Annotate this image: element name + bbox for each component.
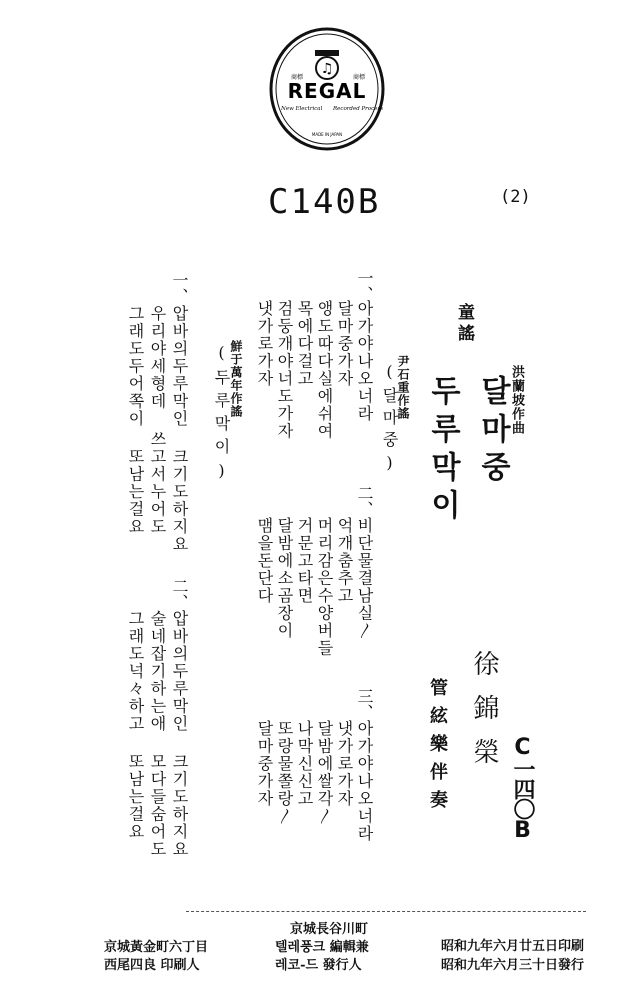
footer-address: 京城長谷川町 xyxy=(290,922,369,937)
svg-text:MADE IN JAPAN: MADE IN JAPAN xyxy=(311,132,343,137)
svg-text:商標: 商標 xyxy=(353,74,366,81)
song2-verse1-line2: 우리야세형데 쓰고서누어도 xyxy=(148,305,167,536)
svg-text:New Electrical: New Electrical xyxy=(281,106,323,112)
title-second: 두루막이 xyxy=(425,375,460,527)
song1-verse3-line1: 아가야나오너라 xyxy=(355,720,374,843)
song1-verse2-line2: 억개춤추고 xyxy=(335,517,354,605)
song2-verse1-line3: 그래도두어쪽이 또남는걸요 xyxy=(126,305,145,536)
song1-verse3-line4: 나막신신고 xyxy=(295,720,314,808)
song2-verse1-number: 一、 xyxy=(170,272,189,304)
song1-verse1-line5: 검둥개야너도가자 xyxy=(275,300,294,440)
song1-verse3-number: 三、 xyxy=(355,688,374,720)
song2-verse1-line1: 압바의두루막인 크기도하지요 xyxy=(170,305,189,553)
song2-verse2-number: 二、 xyxy=(170,578,189,610)
song2-verse2-line1: 압바의두루막인 크기도하지요 xyxy=(170,610,189,858)
side-number: (2) xyxy=(500,187,531,207)
footer-printer-address: 京城黃金町六丁目 xyxy=(104,940,209,955)
footer-company2: 레코-드 發行人 xyxy=(275,958,362,973)
song1-verse1-line6: 냇가로가자 xyxy=(255,300,274,388)
catalog-number: C140B xyxy=(268,182,381,222)
song2-lyricist: 鮮于萬年作謠 xyxy=(229,340,243,418)
song1-verse3-line5: 또랑물쫄랑〳 xyxy=(275,720,294,825)
footer-company: 텔레풍크 編輯兼 xyxy=(275,940,369,955)
title-main: 달마중 xyxy=(475,375,510,489)
footer-printer: 西尾四良 印刷人 xyxy=(104,958,200,973)
genre-label: 童謠 xyxy=(454,303,474,345)
svg-text:♫: ♫ xyxy=(320,61,334,77)
song2-verse2-line2: 술네잡기하는애 모다들숨어도 xyxy=(148,610,167,858)
song2-verse2-line3: 그래도넉々하고 또남는걸요 xyxy=(126,610,145,841)
song1-verse2-line1: 비단물결남실〳 xyxy=(355,517,374,640)
composer-credit: 洪蘭坡作曲 xyxy=(509,365,524,435)
song1-verse1-number: 一、 xyxy=(355,270,374,302)
song1-verse3-line3: 달밤에쌀각〳 xyxy=(315,720,334,825)
song1-subtitle: (달마중) xyxy=(380,362,399,478)
song1-verse1-line3: 앵도따다실에쉬여 xyxy=(315,300,334,440)
brand-text: REGAL xyxy=(287,79,367,103)
song1-verse2-number: 二、 xyxy=(355,485,374,517)
song1-verse2-line6: 맴을돈단다 xyxy=(255,517,274,605)
regal-logo xyxy=(267,22,387,152)
song1-verse1-line1: 아가야나오너라 xyxy=(355,300,374,423)
accompaniment-credit: 管絃樂伴奏 xyxy=(427,678,448,818)
song1-verse2-line5: 달밤에소곰장이 xyxy=(275,517,294,640)
svg-text:商標: 商標 xyxy=(291,74,304,81)
song1-lyricist: 尹石重作謠 xyxy=(396,355,410,420)
footer-divider xyxy=(186,911,586,912)
song1-verse2-line4: 거문고타면 xyxy=(295,517,314,605)
song1-verse2-line3: 머리감은수양버들 xyxy=(315,517,334,657)
song1-verse3-line2: 냇가로가자 xyxy=(335,720,354,808)
song2-subtitle: (두루막이) xyxy=(212,343,231,487)
svg-text:Recorded Process: Recorded Process xyxy=(333,106,384,112)
footer-publish-date: 昭和九年六月三十日發行 xyxy=(441,958,585,973)
catalog-number-vertical: C一四〇B xyxy=(510,735,535,841)
footer-print-date: 昭和九年六月廿五日印刷 xyxy=(441,939,585,954)
performer-name: 徐錦榮 xyxy=(469,650,499,782)
song1-verse1-line4: 목에다걸고 xyxy=(295,300,314,388)
song1-verse3-line6: 달마중가자 xyxy=(255,720,274,808)
song1-verse1-line2: 달마중가자 xyxy=(335,300,354,388)
